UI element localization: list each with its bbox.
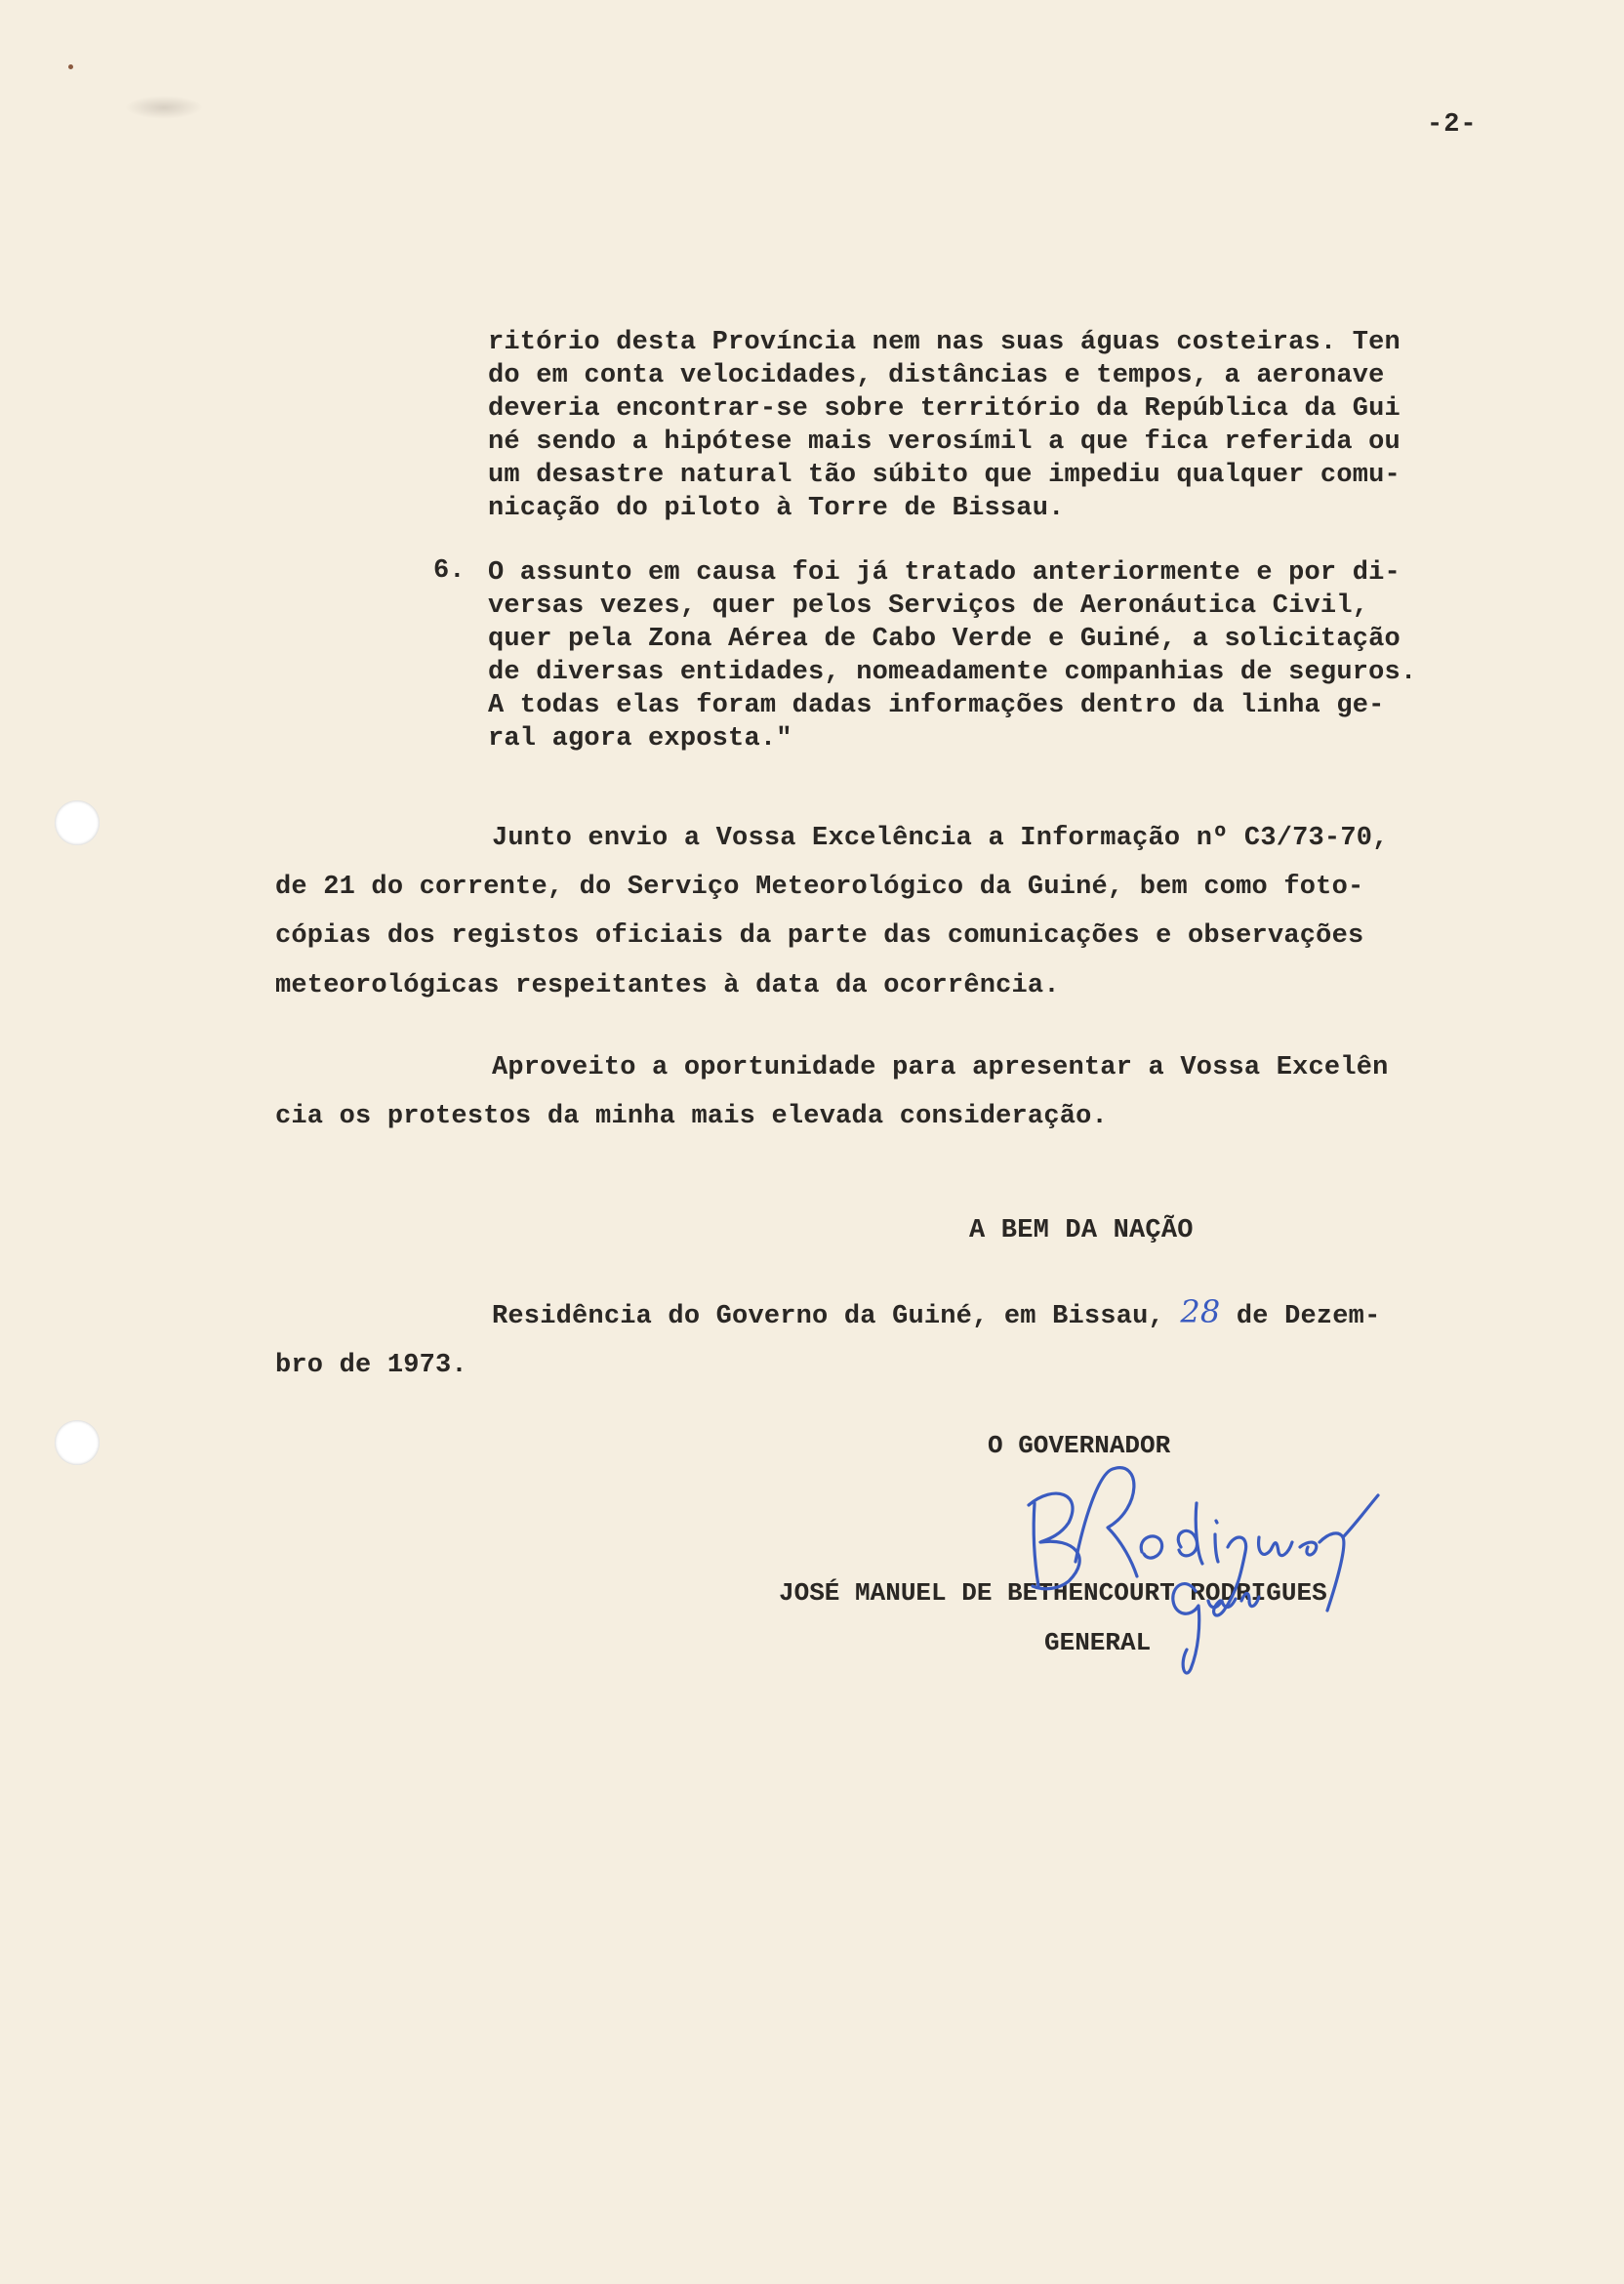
paper-smudge [125,96,203,119]
text-line: Aproveito a oportunidade para apresentar a Vossa Excelên [492,1053,1389,1082]
signatory-title: O GOVERNADOR [988,1431,1171,1460]
handwritten-day: 28 [1180,1293,1221,1330]
signatory-name: JOSÉ MANUEL DE BETHENCOURT RODRIGUES [779,1578,1327,1608]
closing-motto: A BEM DA NAÇÃO [969,1216,1194,1245]
text-line: quer pela Zona Aérea de Cabo Verde e Guiné, a solicitação [488,625,1401,654]
handwritten-signature [1015,1445,1425,1689]
place-date-line-2: bro de 1973. [275,1351,467,1380]
text-line: cia os protestos da minha mais elevada consideração. [275,1102,1108,1131]
text-line: cópias dos registos oficiais da parte das comunicações e observações [275,921,1364,951]
text-line: nicação do piloto à Torre de Bissau. [488,494,1065,523]
text-line: um desastre natural tão súbito que impediu qualquer comu- [488,461,1401,490]
text-line: deveria encontrar-se sobre território da República da Gui [488,394,1401,424]
text-line: A todas elas foram dadas informações dentro da linha ge- [488,691,1385,720]
place-date-line-1 [492,1295,1380,1333]
text-line: de diversas entidades, nomeadamente companhias de seguros. [488,658,1417,687]
punch-hole-top [55,800,100,845]
text-line: ritório desta Província nem nas suas águas costeiras. Ten [488,328,1401,357]
ink-dot [68,64,73,69]
text-line: né sendo a hipótese mais verosímil a que fica referida ou [488,428,1401,457]
text-line: de 21 do corrente, do Serviço Meteorológico da Guiné, bem como foto- [275,873,1364,902]
place-date-prefix: Residência do Governo da Guiné, em Bissau, [492,1302,1181,1331]
text-line: meteorológicas respeitantes à data da ocorrência. [275,971,1060,1000]
text-line: ral agora exposta." [488,724,792,754]
signatory-rank: GENERAL [1044,1628,1152,1657]
punch-hole-bottom [55,1420,100,1465]
text-line: versas vezes, quer pelos Serviços de Aeronáutica Civil, [488,591,1369,621]
text-line: O assunto em causa foi já tratado anteriormente e por di- [488,558,1401,588]
text-line: Junto envio a Vossa Excelência a Informação nº C3/73-70, [492,824,1389,853]
page-number: -2- [1427,110,1478,140]
item-number: 6. [433,556,466,586]
place-date-suffix: de Dezem- [1220,1302,1381,1331]
text-line: do em conta velocidades, distâncias e tempos, a aeronave [488,361,1385,390]
